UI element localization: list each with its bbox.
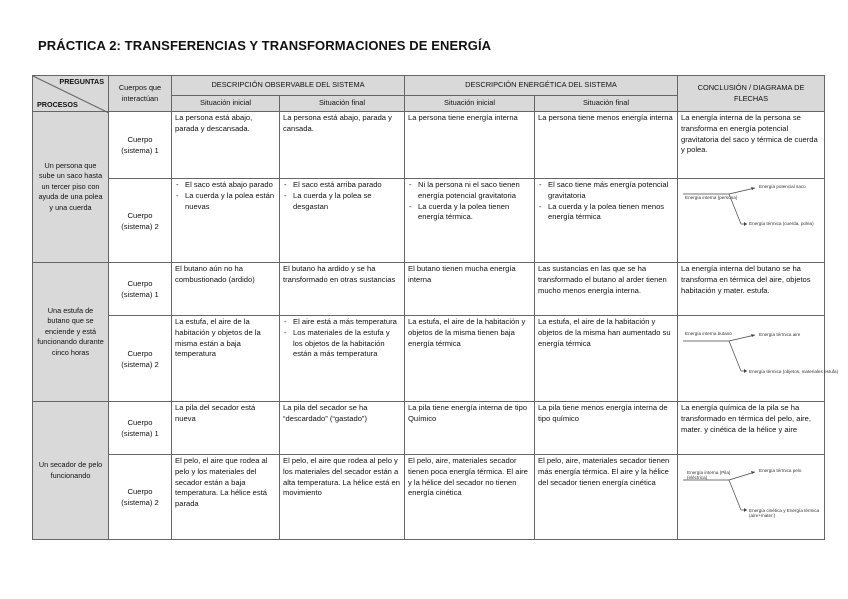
cuerpo-cell: Cuerpo (sistema) 2 bbox=[109, 179, 172, 263]
header-obs-inicial: Situación inicial bbox=[172, 96, 280, 112]
list-item: - La cuerda y la polea se desgastan bbox=[291, 191, 401, 213]
process-cell: Un secador de pelo funcionando bbox=[33, 402, 109, 540]
en-final-cell: La estufa, el aire de la habitación y objetos de la misma han aumentado su energía térmica bbox=[535, 316, 678, 402]
en-final-cell bbox=[535, 179, 678, 263]
table-row bbox=[33, 263, 825, 316]
en-inicial-cell: La pila tiene energía interna de tipo Químico bbox=[405, 402, 535, 455]
diagram-top-label: Energía térmica aire bbox=[759, 332, 801, 337]
arrow-diagram bbox=[681, 180, 821, 240]
header-en-final: Situación final bbox=[535, 96, 678, 112]
obs-final-cell bbox=[280, 179, 405, 263]
cuerpo-cell: Cuerpo (sistema) 2 bbox=[109, 316, 172, 402]
list-item: - La cuerda y la polea tienen menos energía térmica bbox=[546, 202, 674, 224]
diagram-bottom-label: Energía térmica (cuerda, polea) bbox=[749, 221, 814, 226]
diagram-top-label: Energía potencial saco bbox=[759, 184, 806, 189]
obs-inicial-cell: La persona está abajo, parada y descansada. bbox=[172, 112, 280, 179]
obs-inicial-cell: El pelo, el aire que rodea al pelo y los materiales del secador están a baja temperatura. La hélice está parada bbox=[172, 455, 280, 540]
en-inicial-cell: El butano tienen mucha energía interna bbox=[405, 263, 535, 316]
header-desc-energetica: DESCRIPCIÓN ENERGÉTICA DEL SISTEMA bbox=[405, 76, 678, 96]
diagram-source-label: Energía interna butano bbox=[685, 331, 732, 336]
obs-final-cell: La pila del secador se ha “descardado” (“gastado”) bbox=[280, 402, 405, 455]
header-obs-final: Situación final bbox=[280, 96, 405, 112]
cuerpo-cell: Cuerpo (sistema) 2 bbox=[109, 455, 172, 540]
arrow-diagram bbox=[681, 317, 839, 387]
diagram-bottom-label: Energía térmica (objetos, materiales estufa) bbox=[749, 369, 839, 374]
cuerpo-cell: Cuerpo (sistema) 1 bbox=[109, 112, 172, 179]
arrow-diagram-lines bbox=[681, 317, 821, 389]
conclusion-cell: La energía interna del butano se ha transforma en térmica del aire, objetos habitación y mater. estufa. bbox=[678, 263, 825, 316]
list-item: - El saco está arriba parado bbox=[291, 180, 401, 191]
diagram-top-label: Energía térmica pelo bbox=[759, 468, 802, 473]
en-inicial-cell: La persona tiene energía interna bbox=[405, 112, 535, 179]
list-item: - La cuerda y la polea están nuevas bbox=[183, 191, 276, 213]
en-final-cell: El pelo, aire, materiales secador tienen más energía térmica. El aire y la hélice del secador tienen energía cinética bbox=[535, 455, 678, 540]
obs-final-cell: La persona está abajo, parada y cansada. bbox=[280, 112, 405, 179]
diagram-cell bbox=[678, 455, 825, 540]
list-item: - Ni la persona ni el saco tienen energía potencial gravitatoria bbox=[416, 180, 531, 202]
arrow-diagram-lines bbox=[681, 180, 821, 242]
diagram-source-label: Energía interna (persona) bbox=[685, 195, 738, 200]
diagram-cell bbox=[678, 316, 839, 402]
obs-inicial-cell: La estufa, el aire de la habitación y objetos de la misma están a baja temperatura bbox=[172, 316, 280, 402]
diagram-cell bbox=[678, 179, 825, 263]
obs-final-cell: El butano ha ardido y se ha transformado en otras sustancias bbox=[280, 263, 405, 316]
header-conclusion: CONCLUSIÓN / DIAGRAMA DE FLECHAS bbox=[678, 76, 825, 112]
table-row bbox=[33, 402, 825, 455]
obs-final-cell bbox=[280, 316, 405, 402]
process-cell: Una estufa de butano que se enciende y está funcionando durante cinco horas bbox=[33, 263, 109, 402]
cuerpo-cell: Cuerpo (sistema) 1 bbox=[109, 263, 172, 316]
header-en-inicial: Situación inicial bbox=[405, 96, 535, 112]
en-final-cell: La pila tiene menos energía interna de tipo químico bbox=[535, 402, 678, 455]
process-cell: Un persona que sube un saco hasta un tercer piso con ayuda de una polea y una cuerda bbox=[33, 112, 109, 263]
list-item: - El saco tiene más energía potencial gravitatoria bbox=[546, 180, 674, 202]
conclusion-cell: La energía química de la pila se ha transformado en térmica del pelo, aire, mater. y cinética de la hélice y aire bbox=[678, 402, 825, 455]
en-inicial-cell: La estufa, el aire de la habitación y objetos de la misma tienen baja energía térmica bbox=[405, 316, 535, 402]
diagram-bottom-label: Energía cinética y Energía térmica (aire+mater.) bbox=[749, 508, 820, 519]
diagram-source-label: Energía interna (Pila)(eléctrica) bbox=[687, 470, 731, 481]
list-item: - La cuerda y la polea tienen energía térmica. bbox=[416, 202, 531, 224]
table-row bbox=[33, 455, 825, 540]
list-item: - El aire está a más temperatura bbox=[291, 317, 401, 328]
obs-inicial-cell: El butano aún no ha combustionado (ardido) bbox=[172, 263, 280, 316]
cuerpo-cell: Cuerpo (sistema) 1 bbox=[109, 402, 172, 455]
en-inicial-cell bbox=[405, 179, 535, 263]
obs-inicial-cell bbox=[172, 179, 280, 263]
table-row bbox=[33, 179, 825, 263]
obs-inicial-cell: La pila del secador está nueva bbox=[172, 402, 280, 455]
table-row bbox=[33, 316, 825, 402]
header-cuerpos: Cuerpos que interactúan bbox=[109, 76, 172, 112]
header-preguntas: PREGUNTAS bbox=[59, 77, 104, 86]
conclusion-cell: La energía interna de la persona se transforma en energía potencial gravitatoria del saco y térmica de cuerda y polea. bbox=[678, 112, 825, 179]
corner-header bbox=[33, 76, 109, 112]
obs-final-cell: El pelo, el aire que rodea al pelo y los materiales del secador están a alta temperatura. La hélice está en movimiento bbox=[280, 455, 405, 540]
header-desc-observable: DESCRIPCIÓN OBSERVABLE DEL SISTEMA bbox=[172, 76, 405, 96]
en-final-cell: Las sustancias en las que se ha transformado el butano al arder tienen mucho menos energía interna. bbox=[535, 263, 678, 316]
en-final-cell: La persona tiene menos energía interna bbox=[535, 112, 678, 179]
table-row bbox=[33, 112, 825, 179]
arrow-diagram bbox=[681, 456, 821, 526]
energy-table bbox=[32, 75, 839, 540]
list-item: - El saco está abajo parado bbox=[183, 180, 276, 191]
list-item: - Los materiales de la estufa y los objetos de la habitación están a más temperatura bbox=[291, 328, 401, 360]
en-inicial-cell: El pelo, aire, materiales secador tienen poca energía térmica. El aire y la hélice del secador no tienen energía cinética bbox=[405, 455, 535, 540]
page-title: PRÁCTICA 2: TRANSFERENCIAS Y TRANSFORMACIONES DE ENERGÍA bbox=[38, 38, 492, 53]
header-procesos: PROCESOS bbox=[37, 99, 78, 109]
